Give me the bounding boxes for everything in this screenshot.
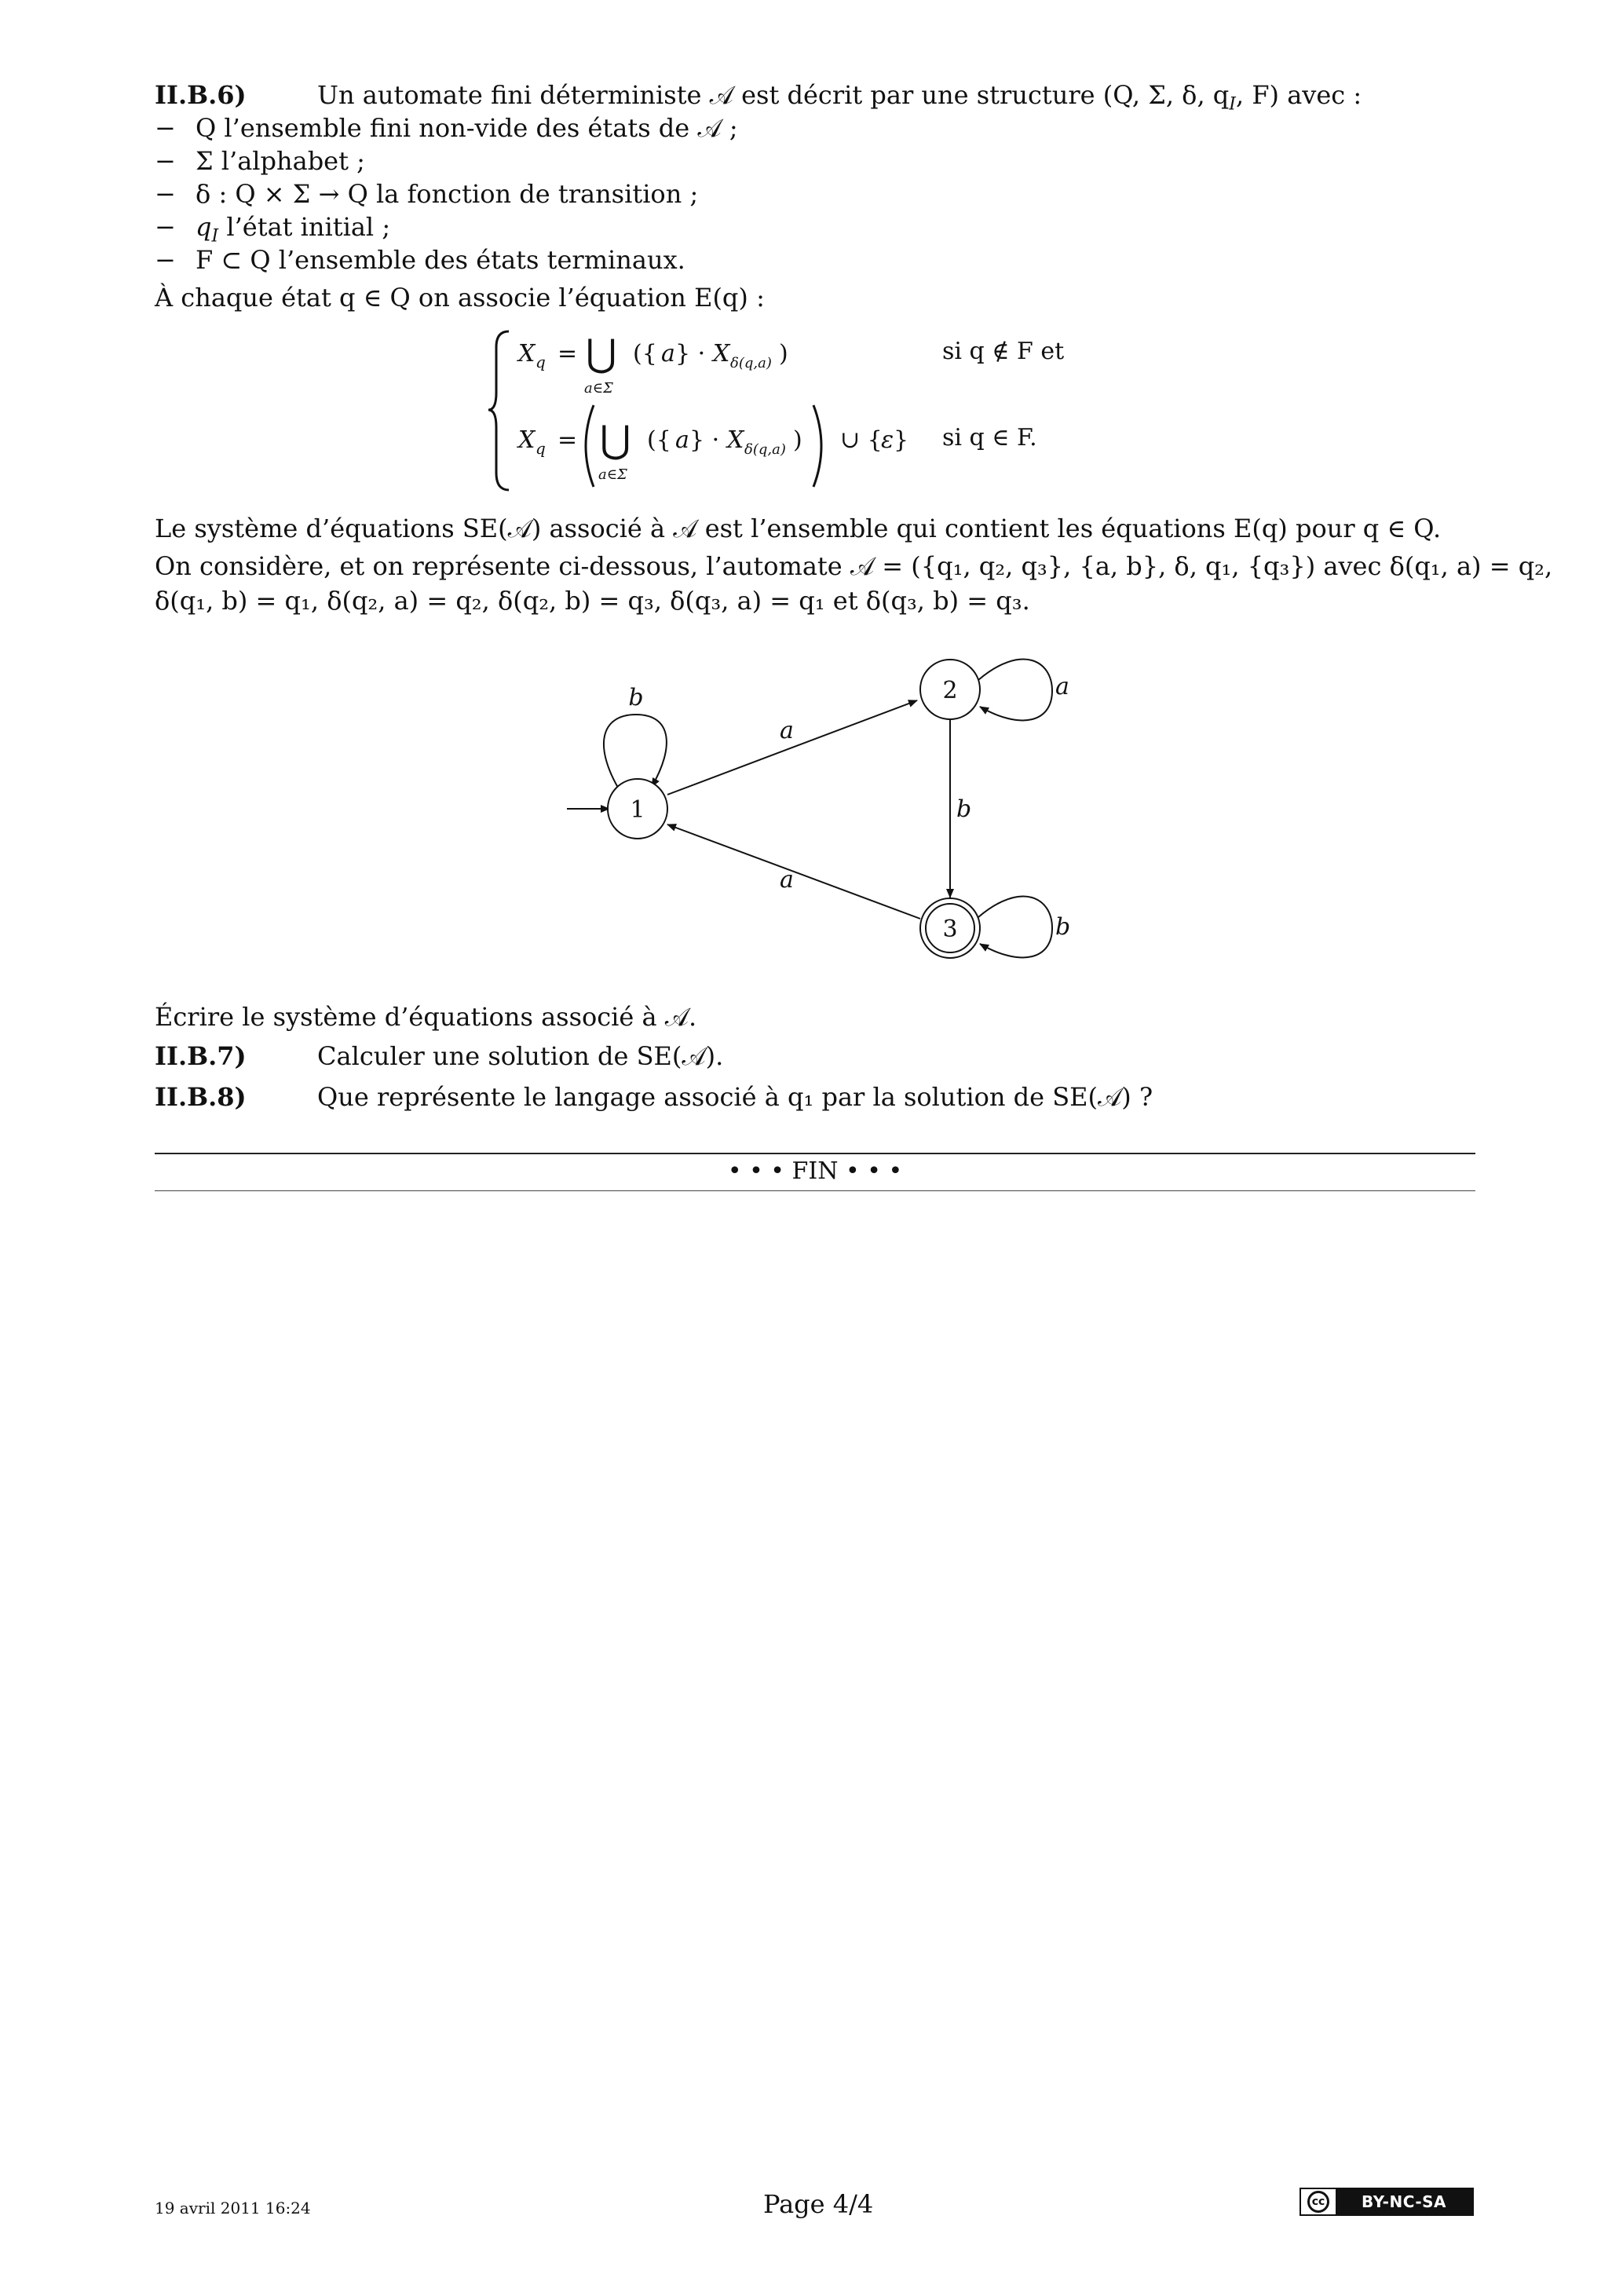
svg-text:δ(q,a): δ(q,a) [744, 441, 786, 458]
question-6-label: II.B.6) [155, 80, 247, 110]
edge-1-to-2 [667, 700, 917, 795]
state-2-label: 2 [942, 677, 958, 704]
write-instruction: Écrire le système d’équations associé à 𝒜. [155, 1002, 697, 1032]
loop-state-3 [978, 897, 1052, 958]
equation-system [487, 328, 1115, 493]
question-6-intro-tail: , F) avec : [1235, 80, 1362, 110]
question-7-label: II.B.7) [155, 1041, 247, 1071]
label-edge-2-3: b [956, 795, 972, 823]
question-7-text: Calculer une solution de SE(𝒜). [317, 1041, 724, 1071]
svg-text:⋃: ⋃ [600, 418, 631, 462]
svg-text:} ·: } · [689, 426, 720, 454]
license-label: BY-NC-SA [1336, 2189, 1472, 2214]
label-loop-3: b [1055, 913, 1071, 941]
svg-text:ε: ε [881, 426, 894, 454]
equation-intro: À chaque état q ∈ Q on associe l’équation E(q) : [155, 283, 765, 313]
svg-text:⋃: ⋃ [586, 331, 617, 375]
fin-marker: • • • FIN • • • [727, 1157, 903, 1185]
footer-page-number: Page 4/4 [763, 2189, 874, 2219]
list-item: − F ⊂ Q l’ensemble des états terminaux. [155, 245, 685, 275]
question-8-text: Que représente le langage associé à q₁ par la solution de SE(𝒜) ? [317, 1082, 1153, 1112]
svg-text:=: = [557, 340, 578, 367]
svg-text:a: a [675, 426, 689, 454]
cc-logo-icon: cc [1301, 2189, 1336, 2214]
automaton-definition-line-1: On considère, et on représente ci-dessous, l’automate 𝒜 = ({q₁, q₂, q₃}, {a, b}, δ, q₁, {q₃}) avec δ(q₁, a) = q₂, [155, 551, 1553, 581]
svg-text:=: = [557, 426, 578, 454]
question-8-line [155, 1082, 1153, 1113]
state-1-label: 1 [630, 796, 645, 824]
svg-text:): ) [779, 340, 788, 367]
footer-date: 19 avril 2011 16:24 [155, 2199, 311, 2217]
automaton-definition-line-2: δ(q₁, b) = q₁, δ(q₂, a) = q₂, δ(q₂, b) = q₃, δ(q₃, a) = q₁ et δ(q₃, b) = q₃. [155, 586, 1030, 616]
state-3-label: 3 [942, 916, 958, 943]
svg-text:({: ({ [633, 340, 657, 367]
svg-text:): ) [793, 426, 802, 454]
edge-3-to-1 [667, 824, 920, 919]
label-edge-1-2: a [780, 717, 794, 744]
license-badge [1299, 2188, 1474, 2216]
svg-text:}: } [894, 426, 909, 454]
svg-text:X: X [518, 426, 536, 454]
list-item: − Σ l’alphabet ; [155, 146, 365, 176]
loop-state-2 [978, 660, 1052, 721]
svg-text:a∈Σ: a∈Σ [598, 466, 627, 483]
label-edge-3-1: a [780, 866, 794, 894]
svg-text:q: q [536, 439, 546, 458]
question-8-label: II.B.8) [155, 1082, 247, 1112]
system-definition: Le système d’équations SE(𝒜) associé à 𝒜 est l’ensemble qui contient les équations E(q) pour q ∈ Q. [155, 514, 1442, 543]
list-item: − $q_I$ l’état initial ; [155, 212, 391, 247]
automaton-diagram [0, 628, 1623, 982]
label-loop-1: b [628, 684, 644, 711]
question-7-line [155, 1041, 723, 1072]
svg-text:X: X [727, 426, 744, 454]
svg-text:X: X [518, 340, 536, 367]
list-item: − Q l’ensemble fini non-vide des états de 𝒜 ; [155, 113, 738, 143]
svg-text:a∈Σ: a∈Σ [584, 380, 613, 397]
svg-text:} ·: } · [675, 340, 706, 367]
svg-text:∪ {: ∪ { [840, 426, 883, 454]
fin-bottom-rule [155, 1190, 1475, 1191]
question-6-intro: Un automate fini déterministe 𝒜 est décrit par une structure (Q, Σ, δ, q [317, 80, 1230, 110]
list-item: − δ : Q × Σ → Q la fonction de transition ; [155, 179, 699, 209]
equation-1-condition: si q ∉ F et [942, 338, 1065, 365]
question-6-line: II.B.6) Un automate fini déterministe 𝒜 est décrit par une structure (Q, Σ, δ, $q_I$, F) avec : [155, 80, 1362, 115]
svg-text:δ(q,a): δ(q,a) [730, 355, 772, 371]
svg-text:({: ({ [647, 426, 671, 454]
fin-top-rule [155, 1153, 1475, 1154]
svg-text:X: X [713, 340, 730, 367]
svg-text:a: a [661, 340, 675, 367]
svg-text:q: q [536, 353, 546, 371]
label-loop-2: a [1055, 673, 1069, 700]
equation-2-condition: si q ∈ F. [942, 424, 1037, 452]
